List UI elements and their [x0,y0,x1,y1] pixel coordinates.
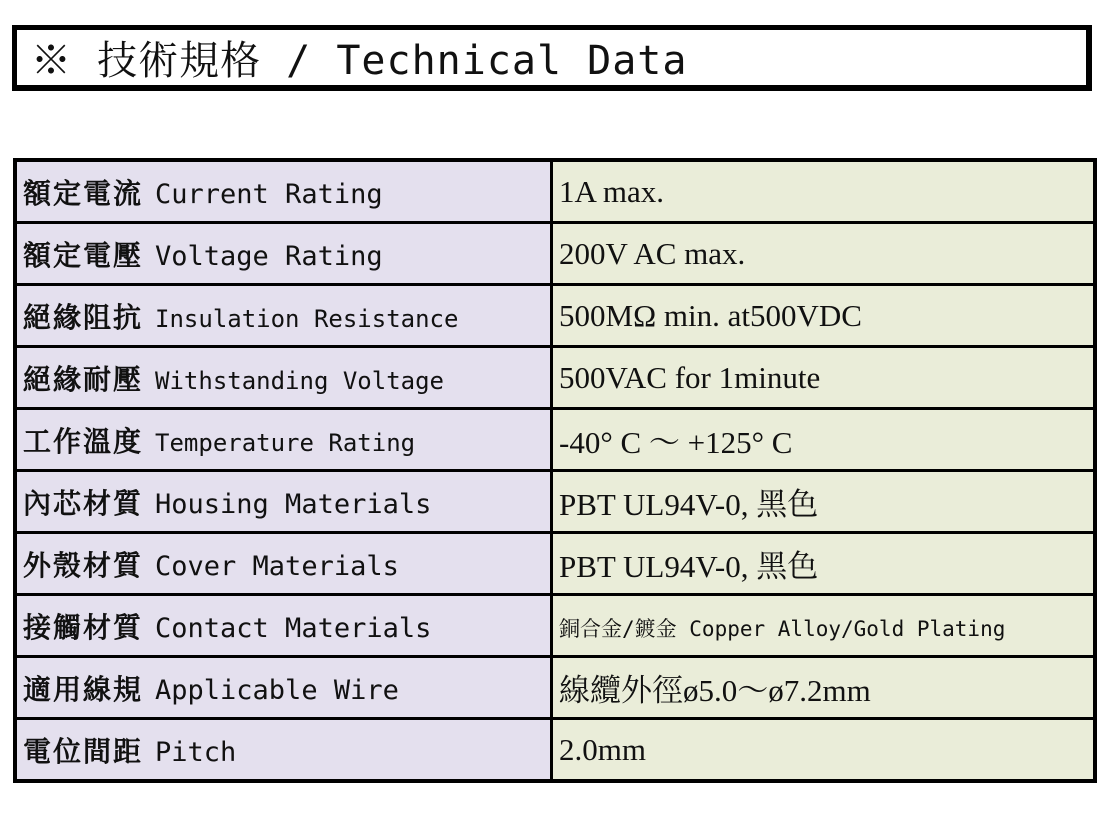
spec-value-text: 500VAC for 1minute [559,359,821,395]
table-row [15,595,1095,657]
spec-value [552,285,1096,347]
spec-label [15,595,552,657]
spec-label [15,471,552,533]
spec-label-en: Contact Materials [155,612,432,644]
page-title [12,25,1092,91]
spec-value-text: -40° C ～ +125° C [559,425,793,460]
spec-label-zh: 工作溫度 [23,424,144,458]
spec-label [15,223,552,285]
spec-value [552,347,1096,409]
spec-value-text: 1A max. [559,173,665,209]
title-text: ※ 技術規格 / Technical Data [31,38,688,84]
spec-value [552,533,1096,595]
table-row [15,719,1095,782]
spec-label-en: Current Rating [155,178,383,210]
spec-label-zh: 絕緣阻抗 [23,300,144,334]
spec-label [15,347,552,409]
spec-label-zh: 電位間距 [23,734,144,768]
table-row [15,347,1095,409]
spec-value [552,223,1096,285]
spec-label [15,533,552,595]
spec-value-text: 銅合金/鍍金 Copper Alloy/Gold Plating [559,616,1006,641]
spec-value [552,409,1096,471]
spec-label-en: Withstanding Voltage [155,366,444,395]
spec-label-en: Cover Materials [155,550,399,582]
spec-label-en: Insulation Resistance [155,304,459,333]
spec-label-en: Applicable Wire [155,674,399,706]
spec-label-zh: 額定電壓 [23,238,144,272]
table-row [15,223,1095,285]
spec-label-en: Temperature Rating [155,428,416,457]
table-row [15,471,1095,533]
table-row [15,657,1095,719]
spec-label-zh: 適用線規 [23,672,144,706]
spec-value [552,657,1096,719]
spec-label [15,719,552,782]
spec-label [15,285,552,347]
spec-label [15,657,552,719]
spec-label-zh: 外殼材質 [23,548,144,582]
spec-label-en: Voltage Rating [155,240,383,272]
spec-value [552,719,1096,782]
table-row [15,285,1095,347]
spec-label-en: Housing Materials [155,488,432,520]
spec-value-text: 線纜外徑ø5.0～ø7.2mm [559,673,871,708]
spec-value [552,471,1096,533]
spec-value-text: 500MΩ min. at500VDC [559,297,862,333]
spec-label-zh: 額定電流 [23,176,144,210]
spec-value [552,595,1096,657]
spec-label-zh: 接觸材質 [23,610,144,644]
spec-value-text: PBT UL94V-0, 黑色 [559,549,819,584]
spec-label [15,160,552,223]
table-row [15,160,1095,223]
spec-value [552,160,1096,223]
spec-label [15,409,552,471]
spec-label-en: Pitch [155,736,237,768]
spec-value-text: 200V AC max. [559,235,746,271]
table-row [15,533,1095,595]
table-row [15,409,1095,471]
spec-table [13,158,1097,783]
spec-label-zh: 絕緣耐壓 [23,362,144,396]
spec-label-zh: 內芯材質 [23,486,144,520]
spec-value-text: PBT UL94V-0, 黑色 [559,487,819,522]
spec-value-text: 2.0mm [559,731,646,767]
